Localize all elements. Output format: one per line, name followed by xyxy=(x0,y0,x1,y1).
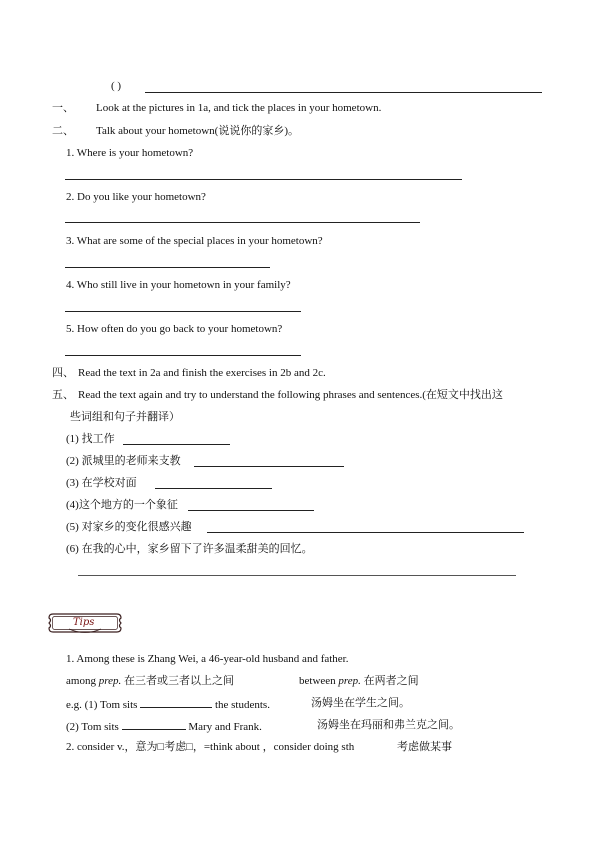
example-1-end: the students. xyxy=(214,699,270,711)
phrase-1: (1) 找工作 xyxy=(66,433,115,445)
phrase-5: (5) 对家乡的变化很感兴趣 xyxy=(66,521,192,533)
tips-item-1: 1. Among these is Zhang Wei, a 46-year-old husband and father. xyxy=(66,653,349,665)
section-1-text: Look at the pictures in 1a, and tick the places in your hometown. xyxy=(96,102,382,114)
among-definition xyxy=(66,674,234,688)
phrase-6-blank[interactable] xyxy=(78,575,516,576)
phrase-2: (2) 派城里的老师来支教 xyxy=(66,455,181,467)
question-1: 1. Where is your hometown? xyxy=(66,147,194,159)
question-4: 4. Who still live in your hometown in your family? xyxy=(66,279,291,291)
section-5-number: 五、 xyxy=(52,389,74,401)
answer-line-5[interactable] xyxy=(65,355,301,356)
example-2 xyxy=(66,718,262,734)
answer-parentheses: ( ) xyxy=(111,80,122,92)
answer-line-2[interactable] xyxy=(65,222,420,223)
answer-line-4[interactable] xyxy=(65,311,301,312)
question-2: 2. Do you like your hometown? xyxy=(66,191,206,203)
example-1-start: e.g. (1) Tom sits xyxy=(66,699,138,711)
tips-item-2: 2. consider v.，意为□考虑□，=think about ，consider doing sth xyxy=(66,741,355,753)
among-meaning: 在三者或三者以上之间 xyxy=(123,675,234,687)
example-2-chinese: 汤姆坐在玛丽和弗兰克之间。 xyxy=(317,719,460,731)
phrase-3-blank[interactable] xyxy=(155,488,272,489)
phrase-3: (3) 在学校对面 xyxy=(66,477,137,489)
example-2-blank[interactable] xyxy=(122,718,186,730)
phrase-2-blank[interactable] xyxy=(194,466,344,467)
section-2-number: 二、 xyxy=(52,125,74,137)
section-2-text: Talk about your hometown(说说你的家乡)。 xyxy=(96,125,300,137)
section-5-text: Read the text again and try to understand the following phrases and sentences.(在短文中找出这 xyxy=(78,389,503,401)
example-2-end: Mary and Frank. xyxy=(188,721,262,733)
example-2-start: (2) Tom sits xyxy=(66,721,119,733)
answer-line-3[interactable] xyxy=(65,267,270,268)
phrase-4: (4)这个地方的一个象征 xyxy=(66,499,178,511)
section-4-number: 四、 xyxy=(52,367,74,379)
between-meaning: 在两者之间 xyxy=(363,675,419,687)
section-5-text-continued: 些词组和句子并翻译） xyxy=(70,411,180,423)
title-answer-line xyxy=(145,92,542,93)
question-3: 3. What are some of the special places in your hometown? xyxy=(66,235,323,247)
phrase-1-blank[interactable] xyxy=(123,444,230,445)
example-1 xyxy=(66,696,270,712)
between-pos: prep. xyxy=(338,675,361,687)
question-5: 5. How often do you go back to your hometown? xyxy=(66,323,283,335)
phrase-4-blank[interactable] xyxy=(188,510,314,511)
between-definition xyxy=(299,674,419,688)
among-pos: prep. xyxy=(98,675,122,687)
tips-item-2-chinese: 考虑做某事 xyxy=(397,741,452,753)
between-word: between xyxy=(299,675,336,687)
phrase-6: (6) 在我的心中，家乡留下了许多温柔甜美的回忆。 xyxy=(66,543,313,555)
answer-line-1[interactable] xyxy=(65,179,462,180)
phrase-5-blank[interactable] xyxy=(207,532,524,533)
among-word: among xyxy=(66,675,96,687)
example-1-blank[interactable] xyxy=(140,696,212,708)
section-1-number: 一、 xyxy=(52,102,74,114)
section-4-text: Read the text in 2a and finish the exercises in 2b and 2c. xyxy=(78,367,326,379)
example-1-chinese: 汤姆坐在学生之间。 xyxy=(311,697,410,709)
tips-badge-label: Tips xyxy=(73,617,95,628)
